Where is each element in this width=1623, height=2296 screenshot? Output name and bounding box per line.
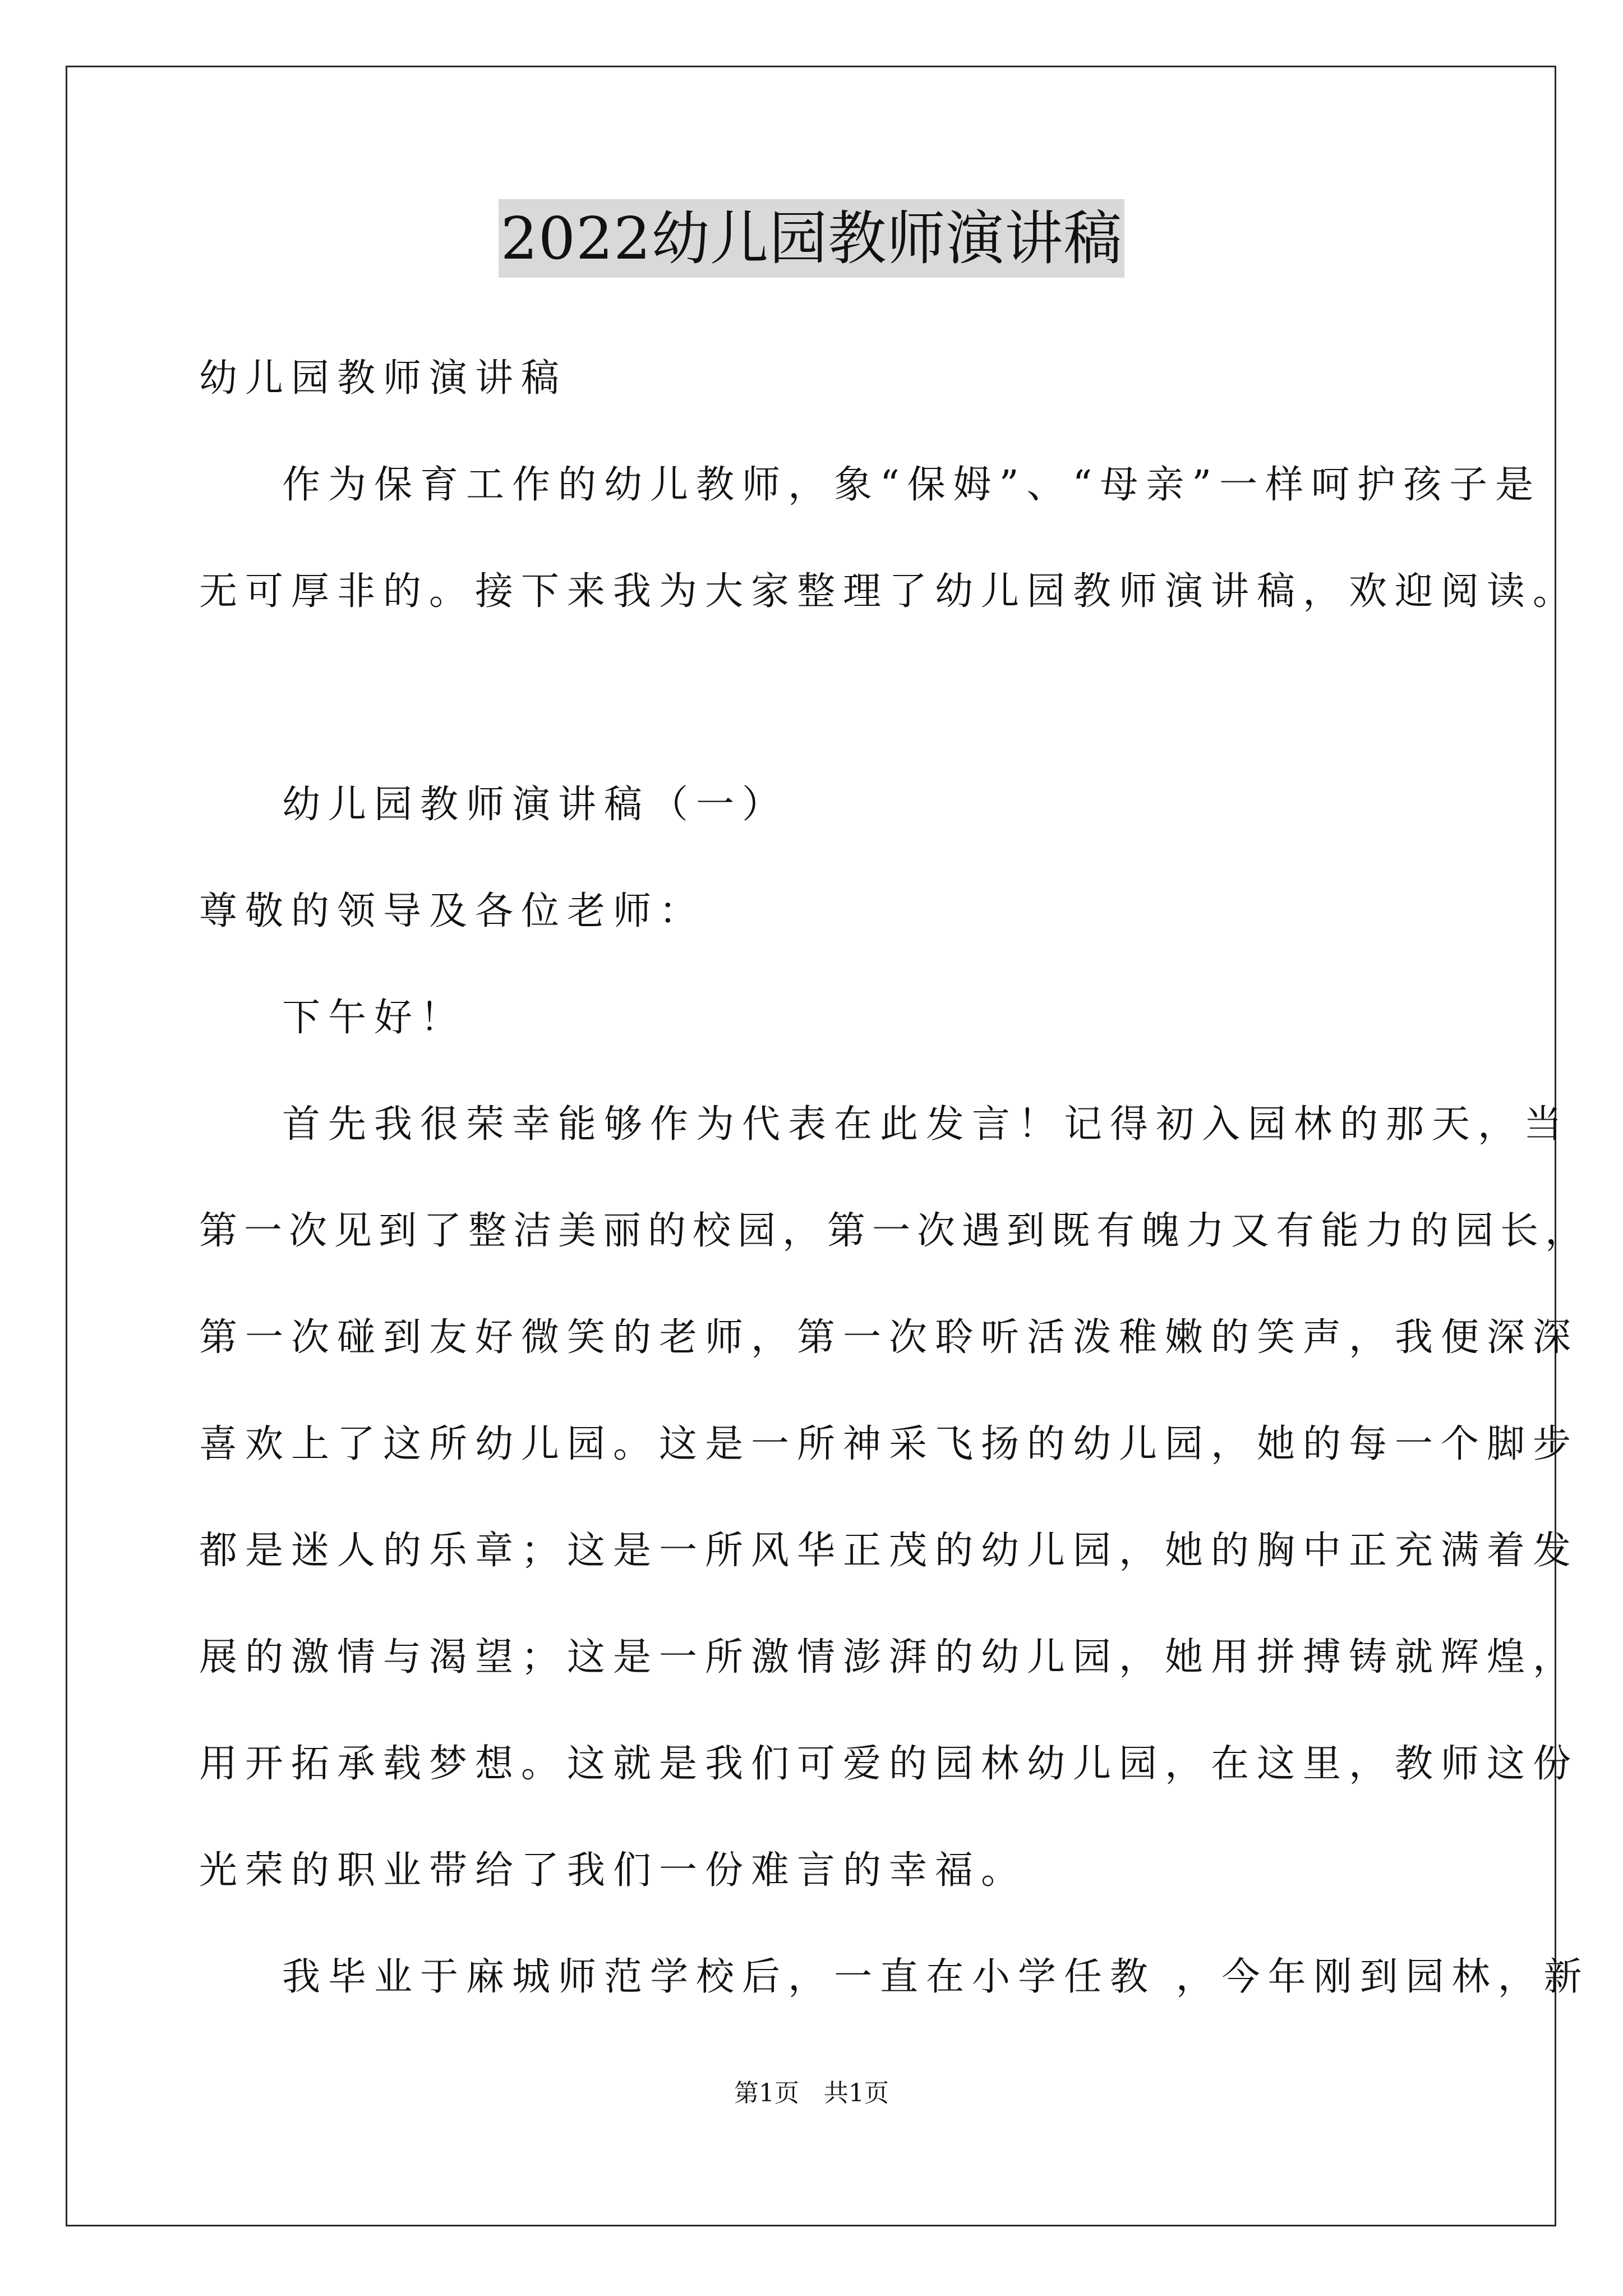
text-line: 喜欢上了这所幼儿园。这是一所神采飞扬的幼儿园，她的每一个脚步 bbox=[199, 1422, 1579, 1466]
document-title: 2022幼儿园教师演讲稿 bbox=[499, 199, 1125, 278]
text-line: 都是迷人的乐章；这是一所风华正茂的幼儿园，她的胸中正充满着发 bbox=[199, 1529, 1579, 1573]
title-container bbox=[0, 199, 1623, 278]
text-line: 我毕业于麻城师范学校后，一直在小学任教 ，今年刚到园林，新 bbox=[282, 1955, 1590, 1999]
text-line: 用开拓承载梦想。这就是我们可爱的园林幼儿园，在这里，教师这份 bbox=[199, 1742, 1579, 1786]
text-line: 幼儿园教师演讲稿（一） bbox=[282, 783, 789, 827]
text-line: 首先我很荣幸能够作为代表在此发言！记得初入园林的那天，当 bbox=[282, 1102, 1570, 1147]
text-line: 幼儿园教师演讲稿 bbox=[199, 356, 568, 401]
text-line: 展的激情与渴望；这是一所激情澎湃的幼儿园，她用拼搏铸就辉煌， bbox=[199, 1635, 1579, 1680]
text-line: 尊敬的领导及各位老师： bbox=[199, 889, 706, 933]
text-line: 第一次碰到友好微笑的老师，第一次聆听活泼稚嫩的笑声，我便深深 bbox=[199, 1315, 1579, 1360]
text-line: 无可厚非的。接下来我为大家整理了幼儿园教师演讲稿，欢迎阅读。 bbox=[199, 569, 1579, 614]
text-line: 光荣的职业带给了我们一份难言的幸福。 bbox=[199, 1848, 1027, 1893]
text-line: 作为保育工作的幼儿教师，象“保姆”、“母亲”一样呵护孩子是 bbox=[282, 463, 1542, 507]
text-line: 下午好！ bbox=[282, 996, 467, 1040]
page-footer: 第1页 共1页 bbox=[734, 2079, 889, 2108]
text-line: 第一次见到了整洁美丽的校园，第一次遇到既有魄力又有能力的园长， bbox=[199, 1209, 1590, 1253]
